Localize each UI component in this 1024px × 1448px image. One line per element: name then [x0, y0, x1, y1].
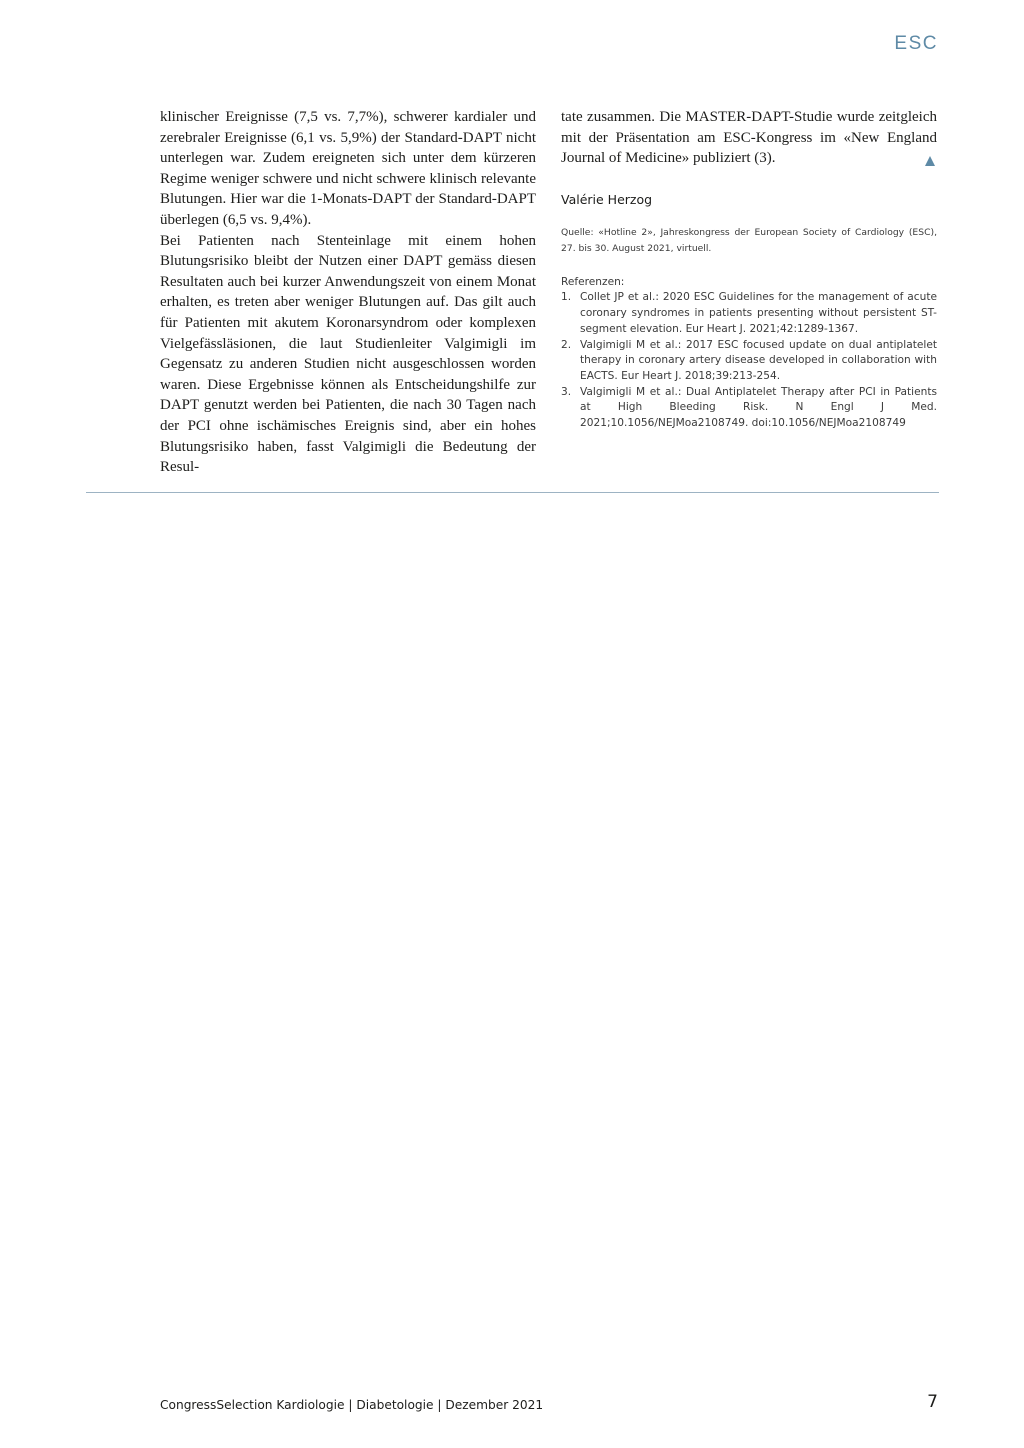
references-list: [561, 290, 937, 431]
source-note: Quelle: «Hotline 2», Jahreskongress der European Society of Cardiology (ESC), 27. bis 30. August 2021, virtuell.: [561, 226, 937, 254]
paragraph: Bei Patienten nach Stenteinlage mit einem hohen Blutungsrisiko bleibt der Nutzen einer DAPT gemäss diesen Resultaten auch bei kurzer Anwendungszeit von einem Monat erhalten, es treten aber weniger Blutungen auf. Das gilt auch für Patienten mit akutem Koronarsyndrom oder komplexen Vielgefässläsionen, die laut Studienleiter Valgimigli im Gegensatz zu anderen Studien nicht ausgeschlossen worden waren. Diese Ergebnisse können als Entscheidungshilfe zur DAPT genutzt werden bei Patienten, die nach 30 Tagen nach der PCI ohne ischämisches Ereignis sind, aber ein hohes Blutungsrisiko haben, fasst Valgimigli die Bedeutung der Resul-: [160, 232, 536, 476]
reference-number: 1.: [561, 291, 572, 304]
right-column: [561, 107, 937, 432]
paragraph: tate zusammen. Die MASTER-DAPT-Studie wurde zeitgleich mit der Präsentation am ESC-Kongress im «New England Journal of Medicine» publiziert (3).: [561, 109, 937, 167]
reference-number: 3.: [561, 385, 572, 398]
left-column-text: [160, 107, 536, 478]
references: [561, 275, 937, 432]
reference-text: Valgimigli M et al.: 2017 ESC focused update on dual antiplatelet therapy in coronary artery disease developed in collaboration with EACTS. Eur Heart J. 2018;39:213-254.: [580, 338, 937, 382]
section-divider: [86, 492, 939, 493]
reference-number: 2.: [561, 338, 572, 351]
right-column-text: [561, 107, 937, 169]
paragraph: klinischer Ereignisse (7,5 vs. 7,7%), schwerer kardialer und zerebraler Ereignisse (6,1 vs. 5,9%) der Standard-DAPT nicht unterlegen war. Zudem ereigneten sich unter dem kürzeren Regime weniger schwere und nicht schwere klinisch relevante Blutungen. Hier war die 1-Monats-DAPT der Standard-DAPT überlegen (6,5 vs. 9,4%).: [160, 109, 536, 228]
article-end-triangle-icon: [925, 156, 935, 166]
left-column: [160, 107, 536, 478]
references-title: Referenzen:: [561, 275, 625, 288]
footer-publication: CongressSelection Kardiologie | Diabetologie | Dezember 2021: [160, 1398, 544, 1412]
reference-text: Collet JP et al.: 2020 ESC Guidelines for the management of acute coronary syndromes in patients presenting without persistent ST-segment elevation. Eur Heart J. 2021;42:1289-1367.: [580, 291, 937, 335]
reference-item: [561, 338, 937, 385]
reference-text: Valgimigli M et al.: Dual Antiplatelet Therapy after PCI in Patients at High Bleeding Risk. N Engl J Med. 2021;10.1056/NEJMoa2108749. doi:10.1056/NEJMoa2108749: [580, 385, 937, 430]
page-number: 7: [927, 1392, 938, 1412]
author-name: Valérie Herzog: [561, 191, 653, 207]
header-section-label: ESC: [894, 33, 938, 54]
reference-item: [561, 290, 937, 337]
reference-item: [561, 385, 937, 432]
